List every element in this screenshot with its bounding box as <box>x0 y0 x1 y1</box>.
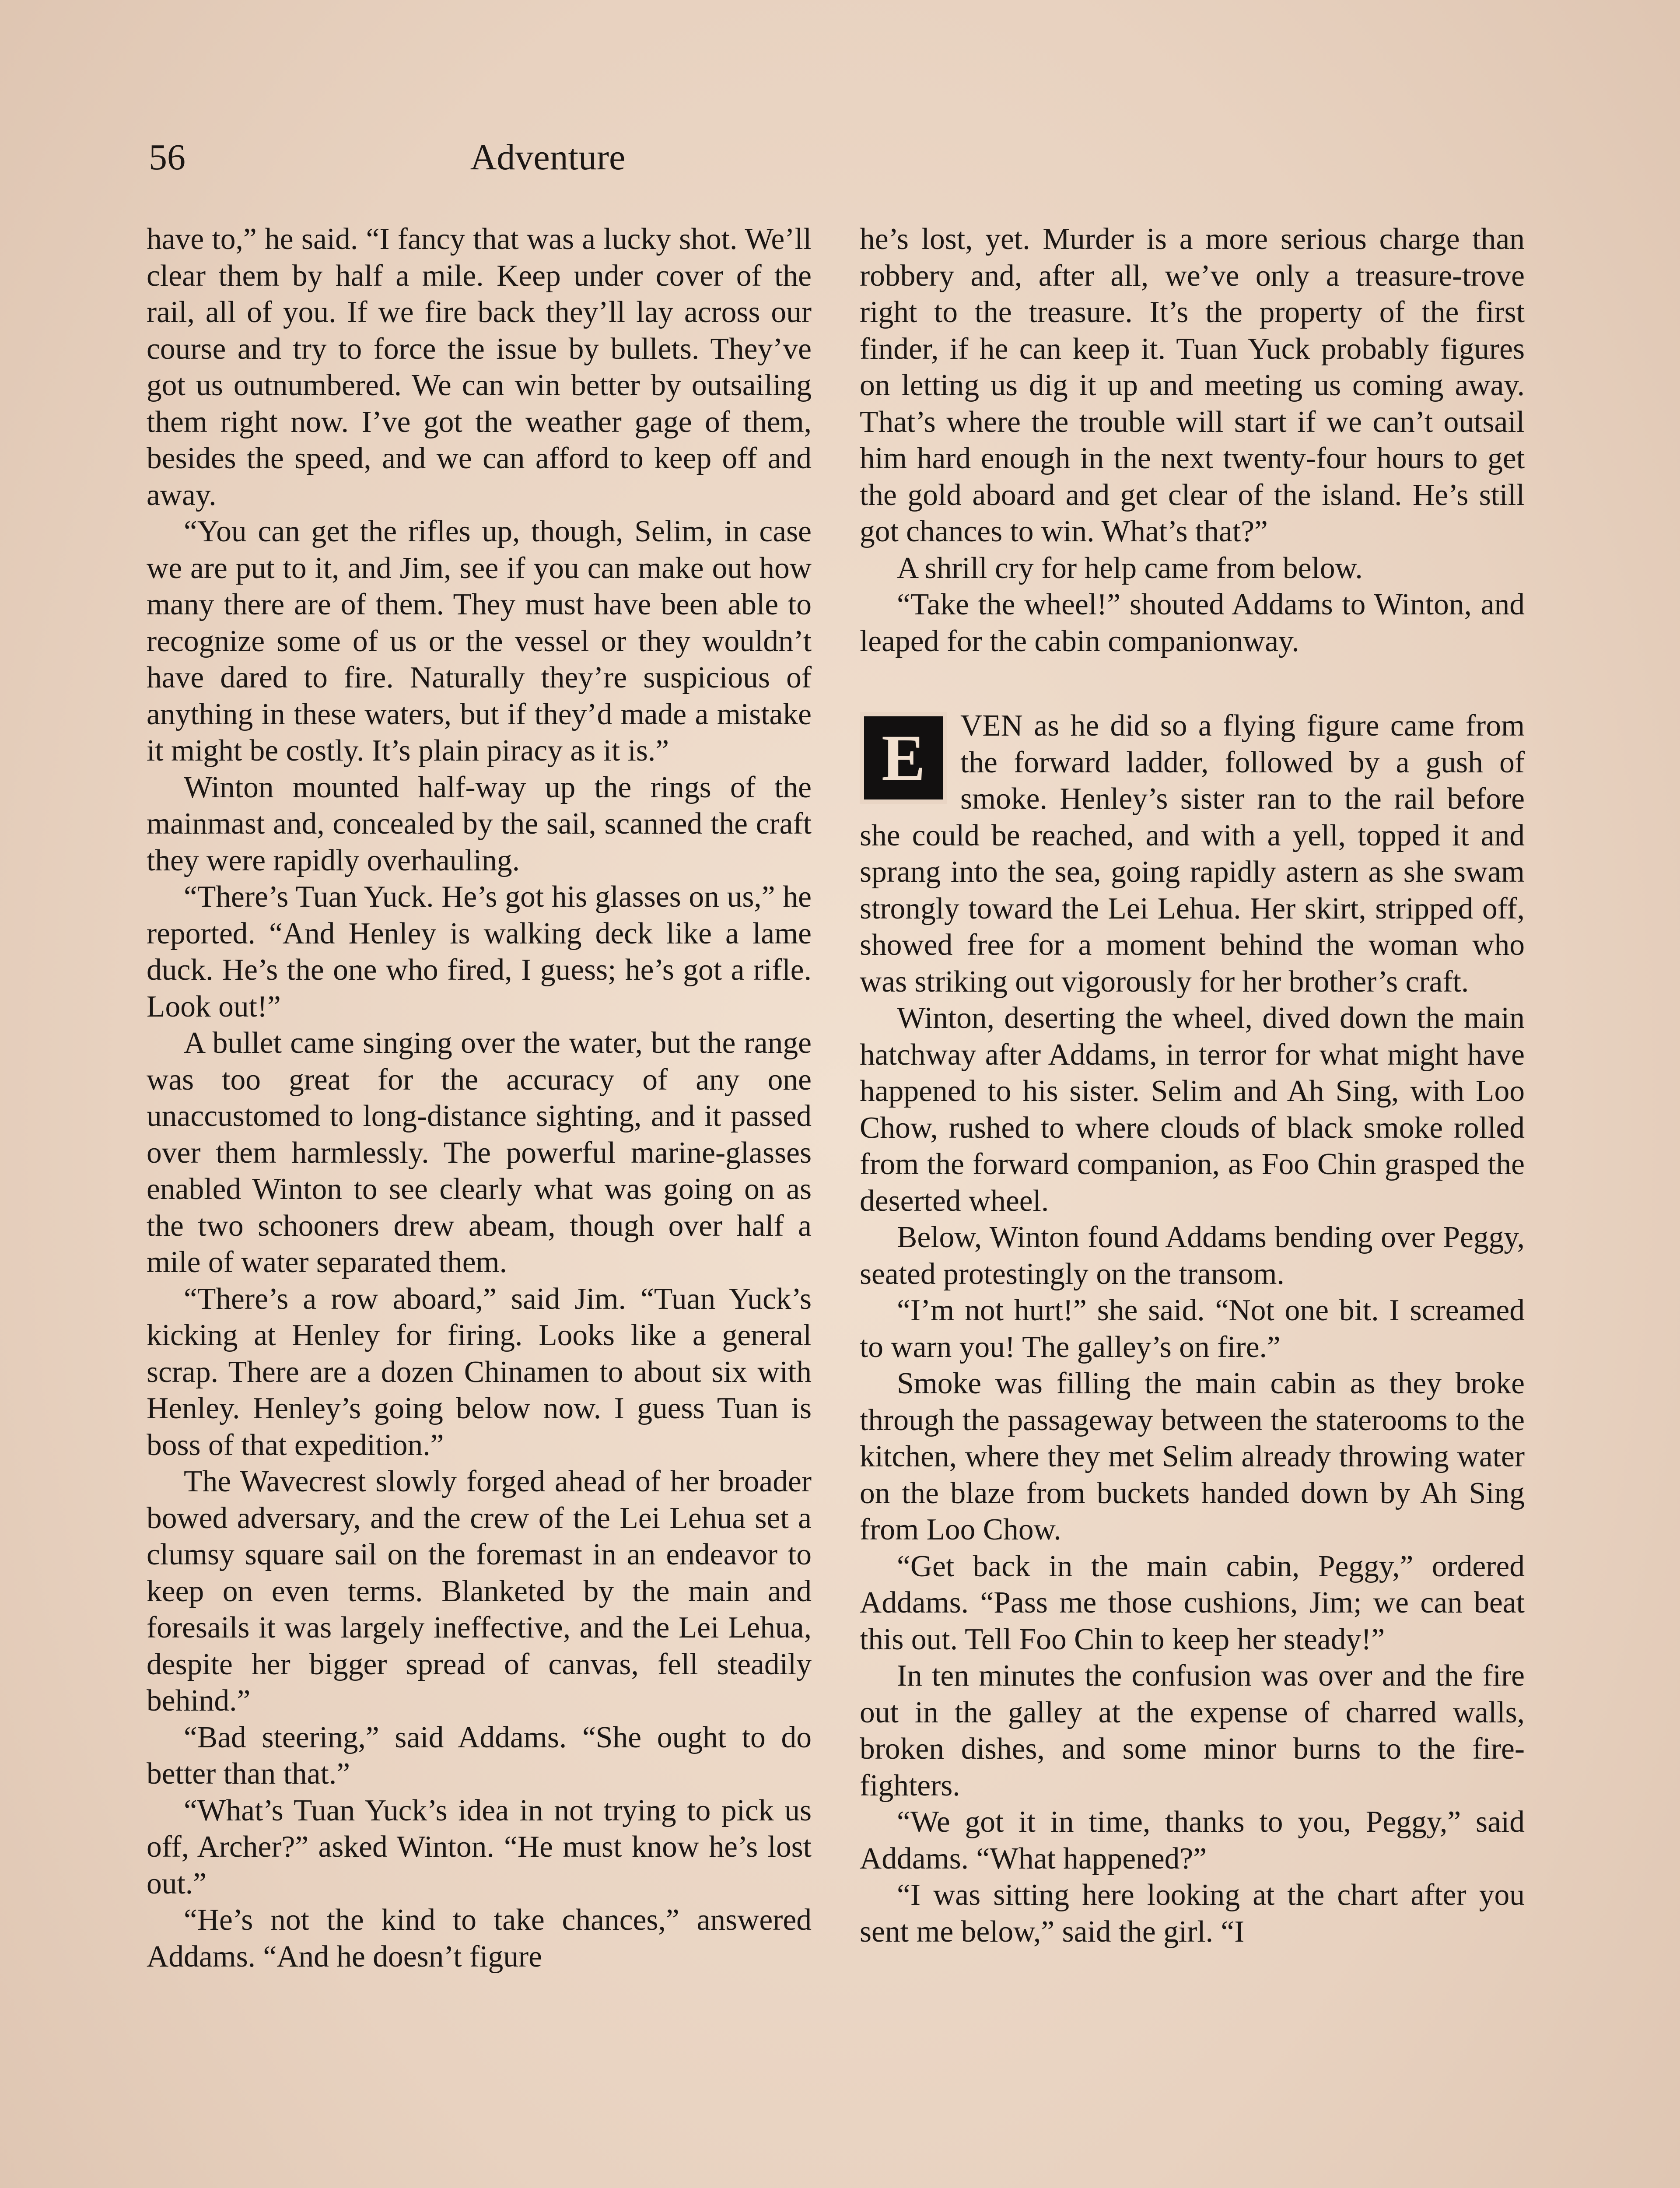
paragraph: “Get back in the main cabin, Peggy,” ordered Addams. “Pass me those cushions, Jim; we can beat this out. Tell Foo Chin to keep her steady!” <box>860 1549 1525 1656</box>
paragraph: A shrill cry for help came from below. <box>897 551 1363 585</box>
paragraph: The Wavecrest slowly forged ahead of her broader bowed adversary, and the crew of the Lei Lehua set a clumsy square sail on the foremast in an endeavor to keep on even terms. Blanketed by the main and foresails it was largely ineffective, and the Lei Lehua, despite her bigger spread of canvas, fell steadily behind.” <box>147 1465 812 1718</box>
right-column <box>860 221 1525 1950</box>
paragraph: “There’s Tuan Yuck. He’s got his glasses on us,” he reported. “And Henley is walking deck like a lame duck. He’s the one who fired, I guess; he’s got a rifle. Look out!” <box>147 880 812 1024</box>
paragraph: “Take the wheel!” shouted Addams to Winton, and leaped for the cabin companionway. <box>860 588 1525 658</box>
paragraph: “I’m not hurt!” she said. “Not one bit. I screamed to warn you! The galley’s on fire.” <box>860 1294 1525 1364</box>
page-header <box>149 131 947 184</box>
paragraph: “We got it in time, thanks to you, Peggy,” said Addams. “What happened?” <box>860 1805 1525 1876</box>
paragraph: “You can get the rifles up, though, Selim, in case we are put to it, and Jim, see if you can make out how many there are of them. They must have been able to recognize some of us or the vessel or they wouldn’t have dared to fire. Naturally they’re suspicious of anything in these waters, but if they’d made a mistake it might be costly. It’s plain piracy as it is.” <box>147 515 812 768</box>
page-number: 56 <box>149 137 186 178</box>
paragraph: In ten minutes the confusion was over and the fire out in the galley at the expense of charred walls, broken dishes, and some minor burns to the fire-fighters. <box>860 1659 1525 1802</box>
paragraph: Below, Winton found Addams bending over Peggy, seated protestingly on the transom. <box>860 1220 1525 1291</box>
paragraph: “What’s Tuan Yuck’s idea in not trying to pick us off, Archer?” asked Winton. “He must know he’s lost out.” <box>147 1793 812 1900</box>
paragraph: he’s lost, yet. Murder is a more serious charge than robbery and, after all, we’ve only a treasure-trove right to the treasure. It’s the property of the first finder, if he can keep it. Tuan Yuck probably figures on letting us dig it up and meeting us coming away. That’s where the trouble will start if we can’t outsail him hard enough in the next twenty-four hours to get the gold aboard and get clear of the island. He’s still got chances to win. What’s that?” <box>860 222 1525 548</box>
left-column <box>147 221 812 1975</box>
paragraph: “I was sitting here looking at the chart after you sent me below,” said the girl. “I <box>860 1878 1525 1949</box>
paragraph-text: VEN as he did so a flying figure came from the forward ladder, followed by a gush of smoke. Henley’s sister ran to the rail before she could be reached, and with a yell, topped it and sprang into the sea, going rapidly astern as she swam strongly toward the Lei Lehua. Her skirt, stripped off, showed free for a moment behind the woman who was striking out vigorously for her brother’s craft. <box>860 709 1525 999</box>
drop-cap-letter: E <box>881 722 926 794</box>
paragraph: have to,” he said. “I fancy that was a lucky shot. We’ll clear them by half a mile. Keep under cover of the rail, all of you. If we fire back they’ll lay across our course and try to force the issue by bullets. They’ve got us outnumbered. We can win better by outsailing them right now. I’ve got the weather gage of them, besides the speed, and we can afford to keep off and away. <box>147 222 812 512</box>
running-title: Adventure <box>470 137 626 178</box>
drop-cap <box>860 712 947 804</box>
paragraph: “He’s not the kind to take chances,” answered Addams. “And he doesn’t figure <box>147 1903 812 1974</box>
paragraph: Smoke was filling the main cabin as they broke through the passageway between the staterooms to the kitchen, where they met Selim already throwing water on the blaze from buckets handed down by Ah Sing from Loo Chow. <box>860 1367 1525 1546</box>
paragraph: A bullet came singing over the water, but the range was too great for the accuracy of any one unaccustomed to long-distance sighting, and it passed over them harmlessly. The powerful marine-glasses enabled Winton to see clearly what was going on as the two schooners drew abeam, though over half a mile of water separated them. <box>147 1026 812 1279</box>
paragraph: “There’s a row aboard,” said Jim. “Tuan Yuck’s kicking at Henley for firing. Looks like a general scrap. There are a dozen Chinamen to about six with Henley. Henley’s going below now. I guess Tuan is boss of that expedition.” <box>147 1282 812 1462</box>
paragraph: “Bad steering,” said Addams. “She ought to do better than that.” <box>147 1720 812 1791</box>
paragraph: Winton, deserting the wheel, dived down the main hatchway after Addams, in terror for what might have happened to his sister. Selim and Ah Sing, with Loo Chow, rushed to where clouds of black smoke rolled from the forward companion, as Foo Chin grasped the deserted wheel. <box>860 1001 1525 1218</box>
section-opening-paragraph <box>860 708 1525 1000</box>
paragraph: Winton mounted half-way up the rings of the mainmast and, concealed by the sail, scanned the craft they were rapidly overhauling. <box>147 770 812 877</box>
